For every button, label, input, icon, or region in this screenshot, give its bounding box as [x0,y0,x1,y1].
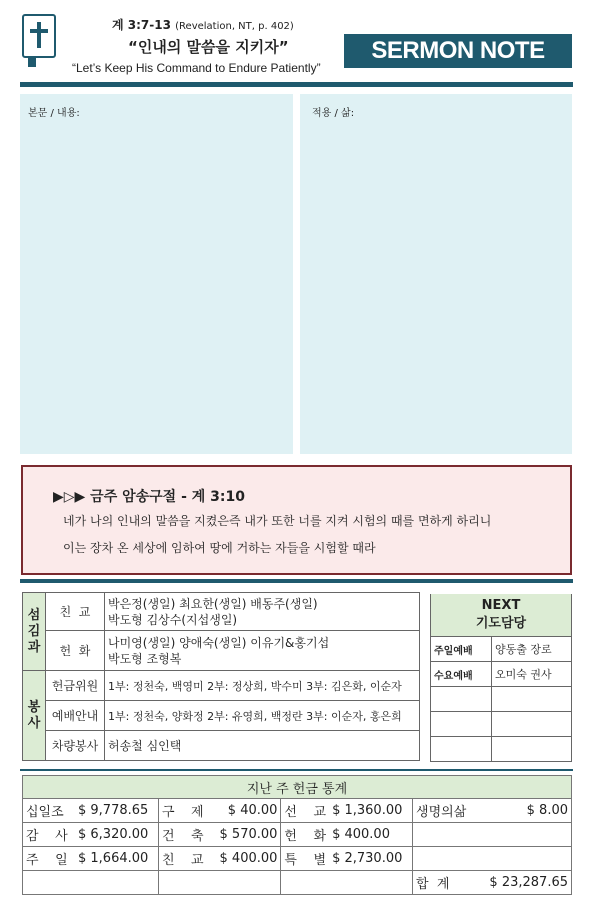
side-label-service: 봉 사 [23,671,46,761]
bible-icon [22,14,56,58]
prayer-service: 수요예배 [431,662,492,687]
offering-label: 친 교 [158,847,211,871]
side-label-serve: 섬 김 과 [23,593,46,671]
role-label: 헌금위원 [46,671,105,701]
offering-label [413,823,480,847]
offering-amount: $ 6,320.00 [75,823,158,847]
offering-total-amount: $ 23,287.65 [479,871,571,895]
offering-label: 특 별 [281,847,329,871]
table-row [23,776,572,799]
offering-label: 생명의삶 [413,799,480,823]
offering-table [22,775,572,895]
offering-divider [20,769,573,771]
table-row [431,737,572,762]
role-label: 차량봉사 [46,731,105,761]
prayer-person [492,687,572,712]
prayer-person [492,737,572,762]
prayer-service [431,687,492,712]
memory-verse-box [21,465,572,575]
service-table [22,592,420,761]
table-row [23,823,572,847]
offering-amount: $ 400.00 [211,847,281,871]
offering-label: 구 제 [158,799,211,823]
offering-amount: $ 9,778.65 [75,799,158,823]
book-ref-note: (Revelation, NT, p. 402) [175,21,294,32]
offering-label: 선 교 [281,799,329,823]
offering-amount: $ 2,730.00 [329,847,412,871]
offering-label [413,847,480,871]
sermon-title-english: “Let’s Keep His Command to Endure Patiently” [72,61,321,75]
offering-amount: $ 400.00 [329,823,412,847]
role-names: 허송철 심인택 [105,731,420,761]
memory-verse-line-1: 네가 나의 인내의 말씀을 지켰은즉 내가 또한 너를 지켜 시험의 때를 면하게 하리니 [63,514,492,528]
offering-amount: $ 570.00 [211,823,281,847]
offering-label: 건 축 [158,823,211,847]
offering-amount: $ 1,664.00 [75,847,158,871]
offering-label: 주 일 [23,847,76,871]
book-ref: 계 3:7-13 [112,18,171,32]
notes-content-panel[interactable] [20,94,293,454]
prayer-service: 주일예배 [431,637,492,662]
offering-amount [479,823,571,847]
table-row [23,671,420,701]
offering-label: 감 사 [23,823,76,847]
table-row [23,871,572,895]
offering-total-label: 합 계 [413,871,480,895]
memory-verse-title: ▶▷▶ 금주 암송구절 - 계 3:10 [53,489,245,505]
offering-amount: $ 40.00 [211,799,281,823]
table-row [431,687,572,712]
role-names: 나미영(생일) 양애숙(생일) 이유기&홍기섭 박도형 조형복 [105,631,420,671]
table-row [431,637,572,662]
sermon-note-badge: SERMON NOTE [344,34,572,68]
table-row [431,594,572,637]
memory-verse-line-2: 이는 장차 온 세상에 임하여 땅에 거하는 자들을 시험할 때라 [63,541,376,555]
section-divider [20,579,573,583]
role-label: 친 교 [46,593,105,631]
notes-application-label: 적용 / 삶: [312,108,355,119]
table-row [23,593,420,631]
offering-label: 헌 화 [281,823,329,847]
sermon-title-korean: “인내의 말씀을 지키자” [128,38,289,56]
prayer-person [492,712,572,737]
notes-application-panel[interactable] [300,94,572,454]
role-names: 1부: 정천숙, 양화정 2부: 유영희, 백정란 3부: 이순자, 홍은희 [105,701,420,731]
next-prayer-title: NEXT 기도담당 [431,594,572,637]
table-row [431,712,572,737]
offering-label: 십일조 [23,799,76,823]
notes-content-label: 본문 / 내용: [28,108,80,119]
offering-title: 지난 주 헌금 통계 [23,776,572,799]
table-row [23,631,420,671]
table-row [23,799,572,823]
header-divider [20,82,573,87]
table-row [23,701,420,731]
prayer-person: 오미숙 권사 [492,662,572,687]
role-label: 헌 화 [46,631,105,671]
offering-amount: $ 1,360.00 [329,799,412,823]
role-label: 예배안내 [46,701,105,731]
table-row [23,731,420,761]
table-row [431,662,572,687]
role-names: 1부: 정천숙, 백영미 2부: 정상희, 박수미 3부: 김은화, 이순자 [105,671,420,701]
offering-amount: $ 8.00 [479,799,571,823]
offering-amount [479,847,571,871]
scripture-reference [112,16,294,33]
role-names: 박은정(생일) 최요한(생일) 배동주(생일) 박도형 김상수(지섭생일) [105,593,420,631]
prayer-service [431,737,492,762]
next-prayer-table [430,594,572,762]
table-row [23,847,572,871]
prayer-service [431,712,492,737]
prayer-person: 양동출 장로 [492,637,572,662]
